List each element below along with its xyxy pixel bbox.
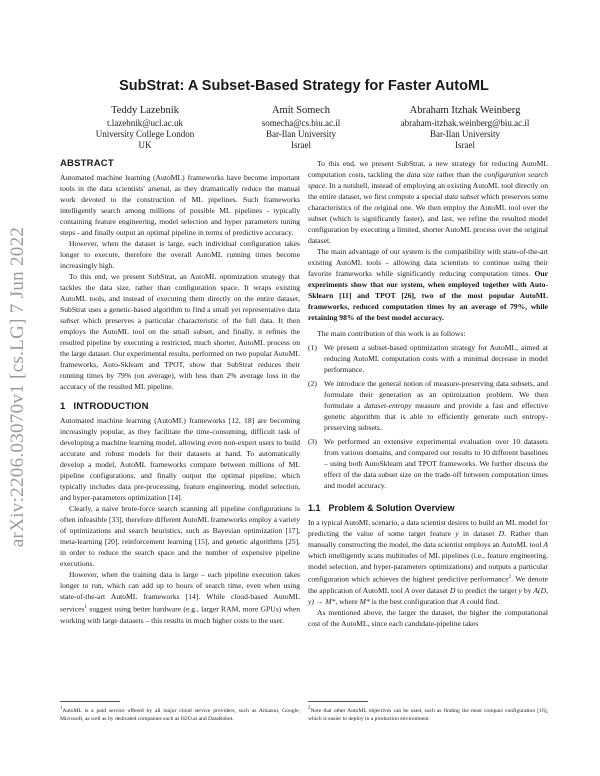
author-affiliation: Bar-Ilan University: [265, 129, 337, 139]
section-number: 1: [60, 401, 66, 412]
footnote-marker: 2: [308, 706, 311, 711]
text-run: We present a subset-based optimization strategy for AutoML, aimed at reducing AutoML computation costs with a minimal decrease in model performance.: [324, 343, 548, 374]
text-run: which preserves some characteristics of the original one. We then employ the AutoML tool over the subset (which is significantly faster), and last, we refine the resulted model configuration by executing a limited, shorter AutoML process over the original dataset.: [308, 192, 548, 245]
text-run: . In a nutshell, instead of employing an existing AutoML tool directly on the entire dataset, we first compute a special: [308, 181, 548, 201]
text-run: To this end, we present SubStrat, an AutoML optimization strategy that tackles the data size, rather than configuration space. It wraps existing AutoML tools, and instead of executing them directly on the entire dataset, SubStrat uses a genetic-based algorithm to find a small yet representative data: [60, 272, 300, 314]
text-run: in dataset: [458, 529, 499, 538]
text-run: suggest using better hardware (e.g., larger RAM, more GPUs) when working with large datasets – this results in much higher costs to the user.: [60, 604, 300, 625]
footnote-marker: 2: [508, 575, 512, 580]
text-run: We performed an extensive experimental evaluation over 10 datasets from various domains, and compared our results to 10 different baselines – using both AutoSklearn and TPOT frameworks. We further discuss the effect of the data subset size on the trade-off between computation times and model accuracy.: [324, 437, 548, 490]
section-title: INTRODUCTION: [73, 401, 149, 412]
author-block-2: [216, 104, 386, 151]
contribution-item-3: [308, 436, 548, 491]
paper-title: SubStrat: A Subset-Based Strategy for Faster AutoML: [119, 78, 489, 94]
math-var: A: [404, 585, 410, 595]
emphasis: dataset-entropy: [364, 401, 412, 410]
author-affiliation: University College London: [95, 129, 195, 139]
author-country: Israel: [291, 140, 311, 150]
right-paragraph-1: [308, 158, 548, 246]
text-run: We introduce the general notion of measure-preserving data subsets, and formulate their generation as an optimization problem. We then formulate a: [324, 379, 548, 410]
text-run: However, when the training data is large – each pipeline execution takes longer to run, which can add up to hours of search time, even when using state-of-the-art AutoML frameworks [14]. While cloud-based AutoML services: [60, 570, 300, 614]
author-country: Israel: [455, 140, 475, 150]
author-name: Abraham Itzhak Weinberg: [409, 105, 521, 116]
text-run: is the best configuration that: [369, 596, 461, 606]
emphasis: data subset: [444, 192, 479, 201]
author-block-1: [60, 104, 230, 151]
text-run: The main advantage of our system is the compatibility with state-of-the-art existing AutoML tools – allowing data scientists to continue using their favorite frameworks while significantly reducing computation times.: [308, 247, 548, 278]
contribution-item-1: [308, 342, 548, 375]
text-run: could find.: [464, 596, 500, 606]
text-run: by: [521, 585, 534, 595]
intro-heading: [60, 401, 300, 412]
text-run: . We denote the application of AutoML tool: [308, 574, 548, 595]
author-email: abraham-itzhak.weinberg@biu.ac.il: [400, 118, 530, 128]
list-number: (2): [308, 379, 317, 388]
math-var: A: [543, 540, 548, 549]
intro-paragraph-3: [60, 569, 300, 626]
intro-paragraph-2: Clearly, a naive brute-force search scanning all pipeline configurations is often infeasible [33], therefore different AutoML frameworks employ a variety of optimizations and search heuristics, such as Bayesian optimization [17], meta-learning [20], reinforcement learning [15], and genetic algorithms [25], in order to reduce the search space and the number of expensive pipeline executions.: [60, 504, 300, 568]
footnote-text: Note that other AutoML objectives can be used, such as finding the most compact configuration [16], which is easier to deploy in a production environment.: [308, 707, 548, 722]
footnote-1: [60, 705, 300, 723]
text-run: which preserves a particular characteristic of the full data. It then employs the AutoML tool on the small subset, and finally, it refines the resulted pipeline by executing a restricted, much shorter, AutoML process on the large dataset. Our experimental results, performed on two popular AutoML frameworks, Auto-Sklearn and TPOT, show that SubStrat reduces their running times by 79% (on average), with less than 2% average loss in the accuracy of the resulted ML pipeline.: [60, 316, 300, 391]
right-paragraph-4: [308, 517, 548, 607]
text-run: rather than the: [434, 170, 485, 179]
right-paragraph-5: As mentioned above, the larger the dataset, the higher the computational cost of the AutoML, since each candidate-pipeline takes: [308, 607, 548, 628]
text-run: In a typical AutoML scenario, a data scientist desires to build an ML model for predicting the value of some target feature: [308, 518, 548, 538]
abstract-paragraph-3: [60, 271, 300, 392]
list-number: (1): [308, 343, 317, 352]
math-var: D: [498, 529, 505, 538]
footnote-left: [60, 701, 300, 723]
emphasis: data size: [406, 170, 435, 179]
author-email: t.lazebnik@ucl.ac.uk: [106, 118, 183, 128]
emphasis: configuration search space: [308, 170, 548, 190]
text-run: measure and provide a fast and effective genetic algorithm that is able to efficiently generate such entropy-preserving subsets.: [324, 401, 549, 432]
subsection-title: Problem & Solution Overview: [328, 503, 455, 513]
left-column: [60, 158, 300, 626]
subsection-number: 1.1: [308, 503, 321, 513]
abstract-paragraph-2: However, when the dataset is large, each individual configuration takes longer to execute, therefore the overall AutoML running times become increasingly high.: [60, 239, 300, 270]
arxiv-stamp-text: arXiv:2206.03070v1 [cs.LG] 7 Jun 2022: [7, 226, 28, 548]
text-run: to predict the target: [455, 585, 519, 595]
footnote-right: [308, 701, 548, 723]
footnote-rule: [60, 701, 120, 702]
text-run: , where: [335, 596, 360, 606]
emphasis: subset: [60, 316, 79, 325]
right-paragraph-2: [308, 246, 548, 323]
arxiv-stamp: [6, 192, 30, 582]
author-email: somecha@cs.biu.ac.il: [261, 118, 341, 128]
math-var: D: [449, 585, 456, 595]
subsection-heading: [308, 503, 548, 514]
math-var: M*: [359, 596, 370, 606]
author-name: Teddy Lazebnik: [111, 105, 179, 116]
list-number: (3): [308, 437, 317, 446]
contribution-list: [308, 342, 548, 491]
footnote-marker: 1: [60, 706, 63, 711]
right-paragraph-3: The main contribution of this work is as follows:: [317, 329, 466, 338]
author-country: UK: [138, 140, 152, 150]
math-var: y: [518, 585, 522, 595]
right-column: [308, 158, 548, 629]
math-var: y: [455, 529, 459, 538]
footnote-2: [308, 705, 548, 723]
footnote-text: AutoML is a paid service offered by all major cloud service providers, such as Amazon, Google, Microsoft, as well as by dedicated companies such as H2O.ai and DataRobot.: [60, 707, 300, 722]
author-name: Amit Somech: [271, 105, 331, 116]
text-run: over dataset: [409, 585, 450, 595]
footnote-rule: [308, 701, 368, 702]
text-run: which intelligently scans multitudes of ML pipelines (i.e., feature engineering, model selection, and hyper-parameters optimizations) and outputs a particular configuration which achieves the highest predictive performance: [308, 551, 548, 584]
abstract-paragraph-1: Automated machine learning (AutoML) frameworks have become important tools in the data scientists' arsenal, as they dramatically reduce the manual work devoted to the construction of ML pipelines. Such frameworks intelligently search among millions of possible ML pipelines - typically containing feature engineering, model selection and hyper parameters tuning steps - and finally output an optimal pipeline in terms of predictive accuracy.: [60, 173, 300, 237]
math-formula: A(D, y) → M*: [308, 585, 548, 606]
author-affiliation: Bar-Ilan University: [429, 129, 501, 139]
footnote-marker: 1: [84, 605, 87, 610]
intro-paragraph-1: Automated machine learning (AutoML) frameworks [12, 18] are becoming increasingly popular, as they facilitate the time-consuming, difficult task of developing a machine learning model, allowing even non-expert users to build accurate and robust models for their datasets at hand. To automatically develop a model, AutoML frameworks compare between millions of ML pipeline configurations, and finally output the optimal pipeline, which typically includes data pre-processing, feature engineering, model selection, and hyper-parameters optimization [14].: [60, 416, 300, 502]
contribution-item-2: [308, 378, 548, 433]
text-run: . Rather than manually constructing the model, the data scientist employs an AutoML tool: [308, 529, 548, 549]
math-var: A: [460, 596, 465, 606]
text-run: To this end, we present SubStrat, a new strategy for reducing AutoML computation costs, tackling the: [308, 159, 548, 179]
bold-claim: Our experiments show that our system, when employed together with Auto-Sklearn [11] and TPOT [26], two of the most popular AutoML frameworks, reduced computation times by an average of 79%, while retaining 98% of the best model accuracy.: [308, 269, 548, 322]
abstract-heading: ABSTRACT: [60, 158, 114, 169]
author-block-3: [380, 104, 550, 151]
